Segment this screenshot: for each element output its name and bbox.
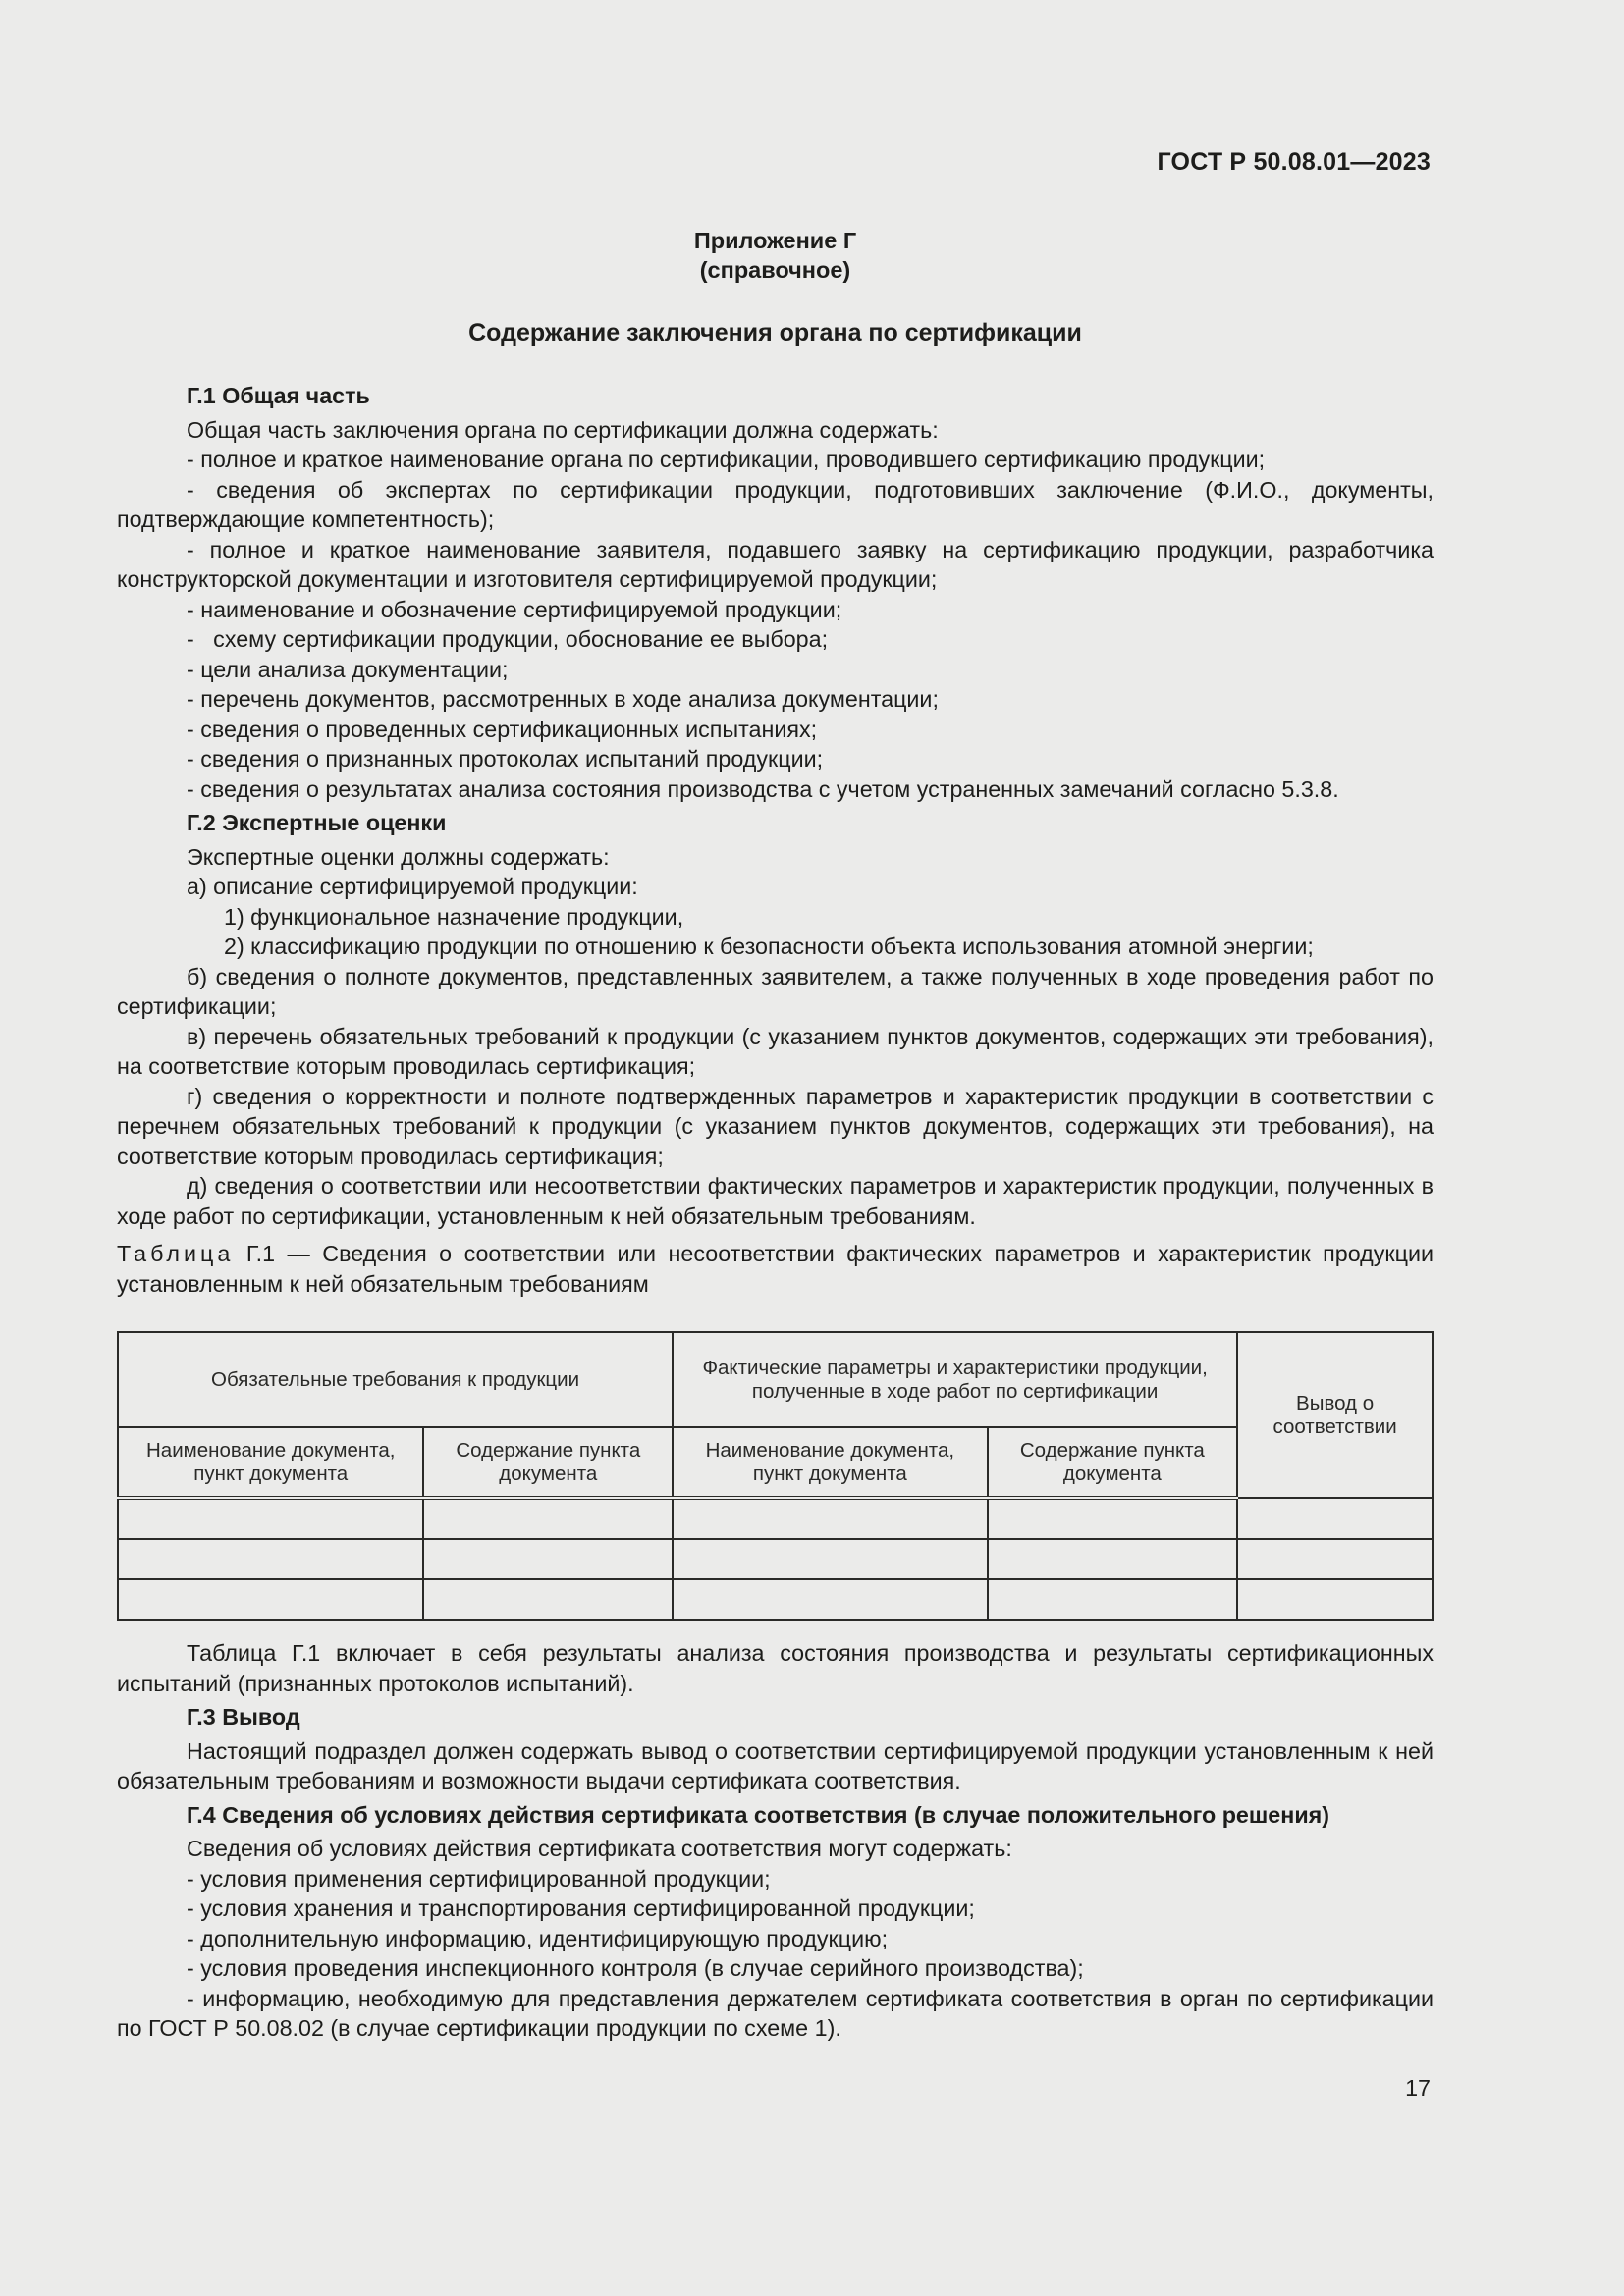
table-cell xyxy=(118,1539,423,1579)
list-item: - перечень документов, рассмотренных в ходе анализа документации; xyxy=(187,686,939,712)
appendix-heading xyxy=(117,226,1434,285)
appendix-main-title: Содержание заключения органа по сертификации xyxy=(468,319,1082,347)
table-cell xyxy=(988,1539,1238,1579)
section-g1-heading: Г.1 Общая часть xyxy=(187,383,370,408)
table-cell xyxy=(118,1498,423,1539)
table-row xyxy=(118,1539,1433,1579)
table-header-conclusion: Вывод о соответствии xyxy=(1237,1332,1433,1498)
table-cell xyxy=(1237,1498,1433,1539)
table-row xyxy=(118,1498,1433,1539)
table-cell xyxy=(118,1579,423,1620)
list-item-a1: 1) функциональное назначение продукции, xyxy=(224,903,684,930)
table-cell xyxy=(1237,1579,1433,1620)
list-item-v: в) перечень обязательных требований к продукции (с указанием пунктов документов, содержащих эти требования), на соответствие которым проводилась сертификация; xyxy=(117,1023,1434,1079)
table-group-header-actual: Фактические параметры и характеристики продукции, полученные в ходе работ по сертификации xyxy=(673,1332,1237,1427)
table-note: Таблица Г.1 включает в себя результаты анализа состояния производства и результаты сертификационных испытаний (признанных протоколов испытаний). xyxy=(117,1640,1434,1696)
table-group-header-requirements: Обязательные требования к продукции xyxy=(118,1332,673,1427)
requirements-table xyxy=(117,1331,1434,1621)
list-item: - условия хранения и транспортирования сертифицированной продукции; xyxy=(187,1896,975,1921)
list-item: - условия применения сертифицированной продукции; xyxy=(187,1865,771,1892)
table-cell xyxy=(423,1498,673,1539)
table-header-content: Содержание пункта документа xyxy=(423,1427,673,1498)
sections-g1-g2 xyxy=(117,381,1434,1299)
table-cell xyxy=(423,1579,673,1620)
table-cell xyxy=(423,1539,673,1579)
list-item: - сведения о признанных протоколах испытаний продукции; xyxy=(187,746,824,772)
list-item: - полное и краткое наименование органа по сертификации, проводившего сертификацию продукции; xyxy=(187,447,1266,472)
appendix-subtitle: (справочное) xyxy=(699,257,851,283)
table-caption-text: Г.1 — Сведения о соответствии или несоответствии фактических параметров и характеристик продукции установленным к ней обязательным требованиям xyxy=(117,1241,1434,1297)
table-caption-label: Таблица xyxy=(117,1241,235,1266)
list-item-g: г) сведения о корректности и полноте подтвержденных параметров и характеристик продукции в соответствии с перечнем обязательных требований к продукции (с указанием пунктов документов, содержащих эти требования), на соответствие которым проводилась сертификация; xyxy=(117,1083,1434,1169)
list-item-b: б) сведения о полноте документов, представленных заявителем, а также полученных в ходе проведения работ по сертификации; xyxy=(117,963,1434,1019)
list-item: - условия проведения инспекционного контроля (в случае серийного производства); xyxy=(187,1955,1084,1981)
section-g4-heading: Г.4 Сведения об условиях действия сертификата соответствия (в случае положительного решения) xyxy=(187,1801,1330,1828)
appendix-title: Приложение Г xyxy=(693,228,857,253)
list-item: - сведения о проведенных сертификационных испытаниях; xyxy=(187,716,818,742)
section-g1-intro: Общая часть заключения органа по сертификации должна содержать: xyxy=(187,416,939,443)
table-header-doc-name: Наименование документа, пункт документа xyxy=(673,1427,987,1498)
list-item: - цели анализа документации; xyxy=(187,656,509,682)
table-cell xyxy=(988,1579,1238,1620)
list-item: - наименование и обозначение сертифицируемой продукции; xyxy=(187,596,842,622)
table-cell xyxy=(673,1579,987,1620)
list-item-a: а) описание сертифицируемой продукции: xyxy=(187,874,638,899)
table-header-doc-name: Наименование документа, пункт документа xyxy=(118,1427,423,1498)
table-cell xyxy=(1237,1539,1433,1579)
section-g4-intro: Сведения об условиях действия сертификата соответствия могут содержать: xyxy=(187,1836,1012,1861)
table-subheader-row xyxy=(118,1427,1433,1498)
table-caption xyxy=(117,1239,1434,1299)
section-g2-heading: Г.2 Экспертные оценки xyxy=(187,810,447,835)
list-item: - сведения об экспертах по сертификации продукции, подготовивших заключение (Ф.И.О., документы, подтверждающие компетентность); xyxy=(117,476,1434,532)
list-item: - дополнительную информацию, идентифицирующую продукцию; xyxy=(187,1925,889,1951)
table-row xyxy=(118,1579,1433,1620)
table-header-content: Содержание пункта документа xyxy=(988,1427,1238,1498)
table-header-row xyxy=(118,1332,1433,1427)
list-item: - полное и краткое наименование заявителя, подавшего заявку на сертификацию продукции, разработчика конструкторской документации и изготовителя сертифицируемой продукции; xyxy=(117,536,1434,592)
section-g3-text: Настоящий подраздел должен содержать вывод о соответствии сертифицируемой продукции установленным к ней обязательным требованиям и возможности выдачи сертификата соответствия. xyxy=(117,1737,1434,1793)
table-cell xyxy=(988,1498,1238,1539)
section-g2-intro: Экспертные оценки должны содержать: xyxy=(187,843,610,870)
list-item-d: д) сведения о соответствии или несоответствии фактических параметров и характеристик продукции, полученных в ходе работ по сертификации, установленным к ней обязательным требованиям. xyxy=(117,1173,1434,1229)
list-item-a2: 2) классификацию продукции по отношению к безопасности объекта использования атомной энергии; xyxy=(224,934,1314,959)
table-cell xyxy=(673,1498,987,1539)
list-item: - информацию, необходимую для представления держателем сертификата соответствия в орган по сертификации по ГОСТ Р 50.08.02 (в случае сертификации продукции по схеме 1). xyxy=(117,1985,1434,2041)
document-code: ГОСТ Р 50.08.01—2023 xyxy=(1157,148,1431,176)
sections-g3-g4 xyxy=(117,1638,1434,2044)
list-item: - схему сертификации продукции, обоснование ее выбора; xyxy=(187,626,829,652)
section-g3-heading: Г.3 Вывод xyxy=(187,1704,300,1730)
table-cell xyxy=(673,1539,987,1579)
list-item: - сведения о результатах анализа состояния производства с учетом устраненных замечаний согласно 5.3.8. xyxy=(187,775,1339,802)
page-number: 17 xyxy=(1405,2075,1431,2101)
